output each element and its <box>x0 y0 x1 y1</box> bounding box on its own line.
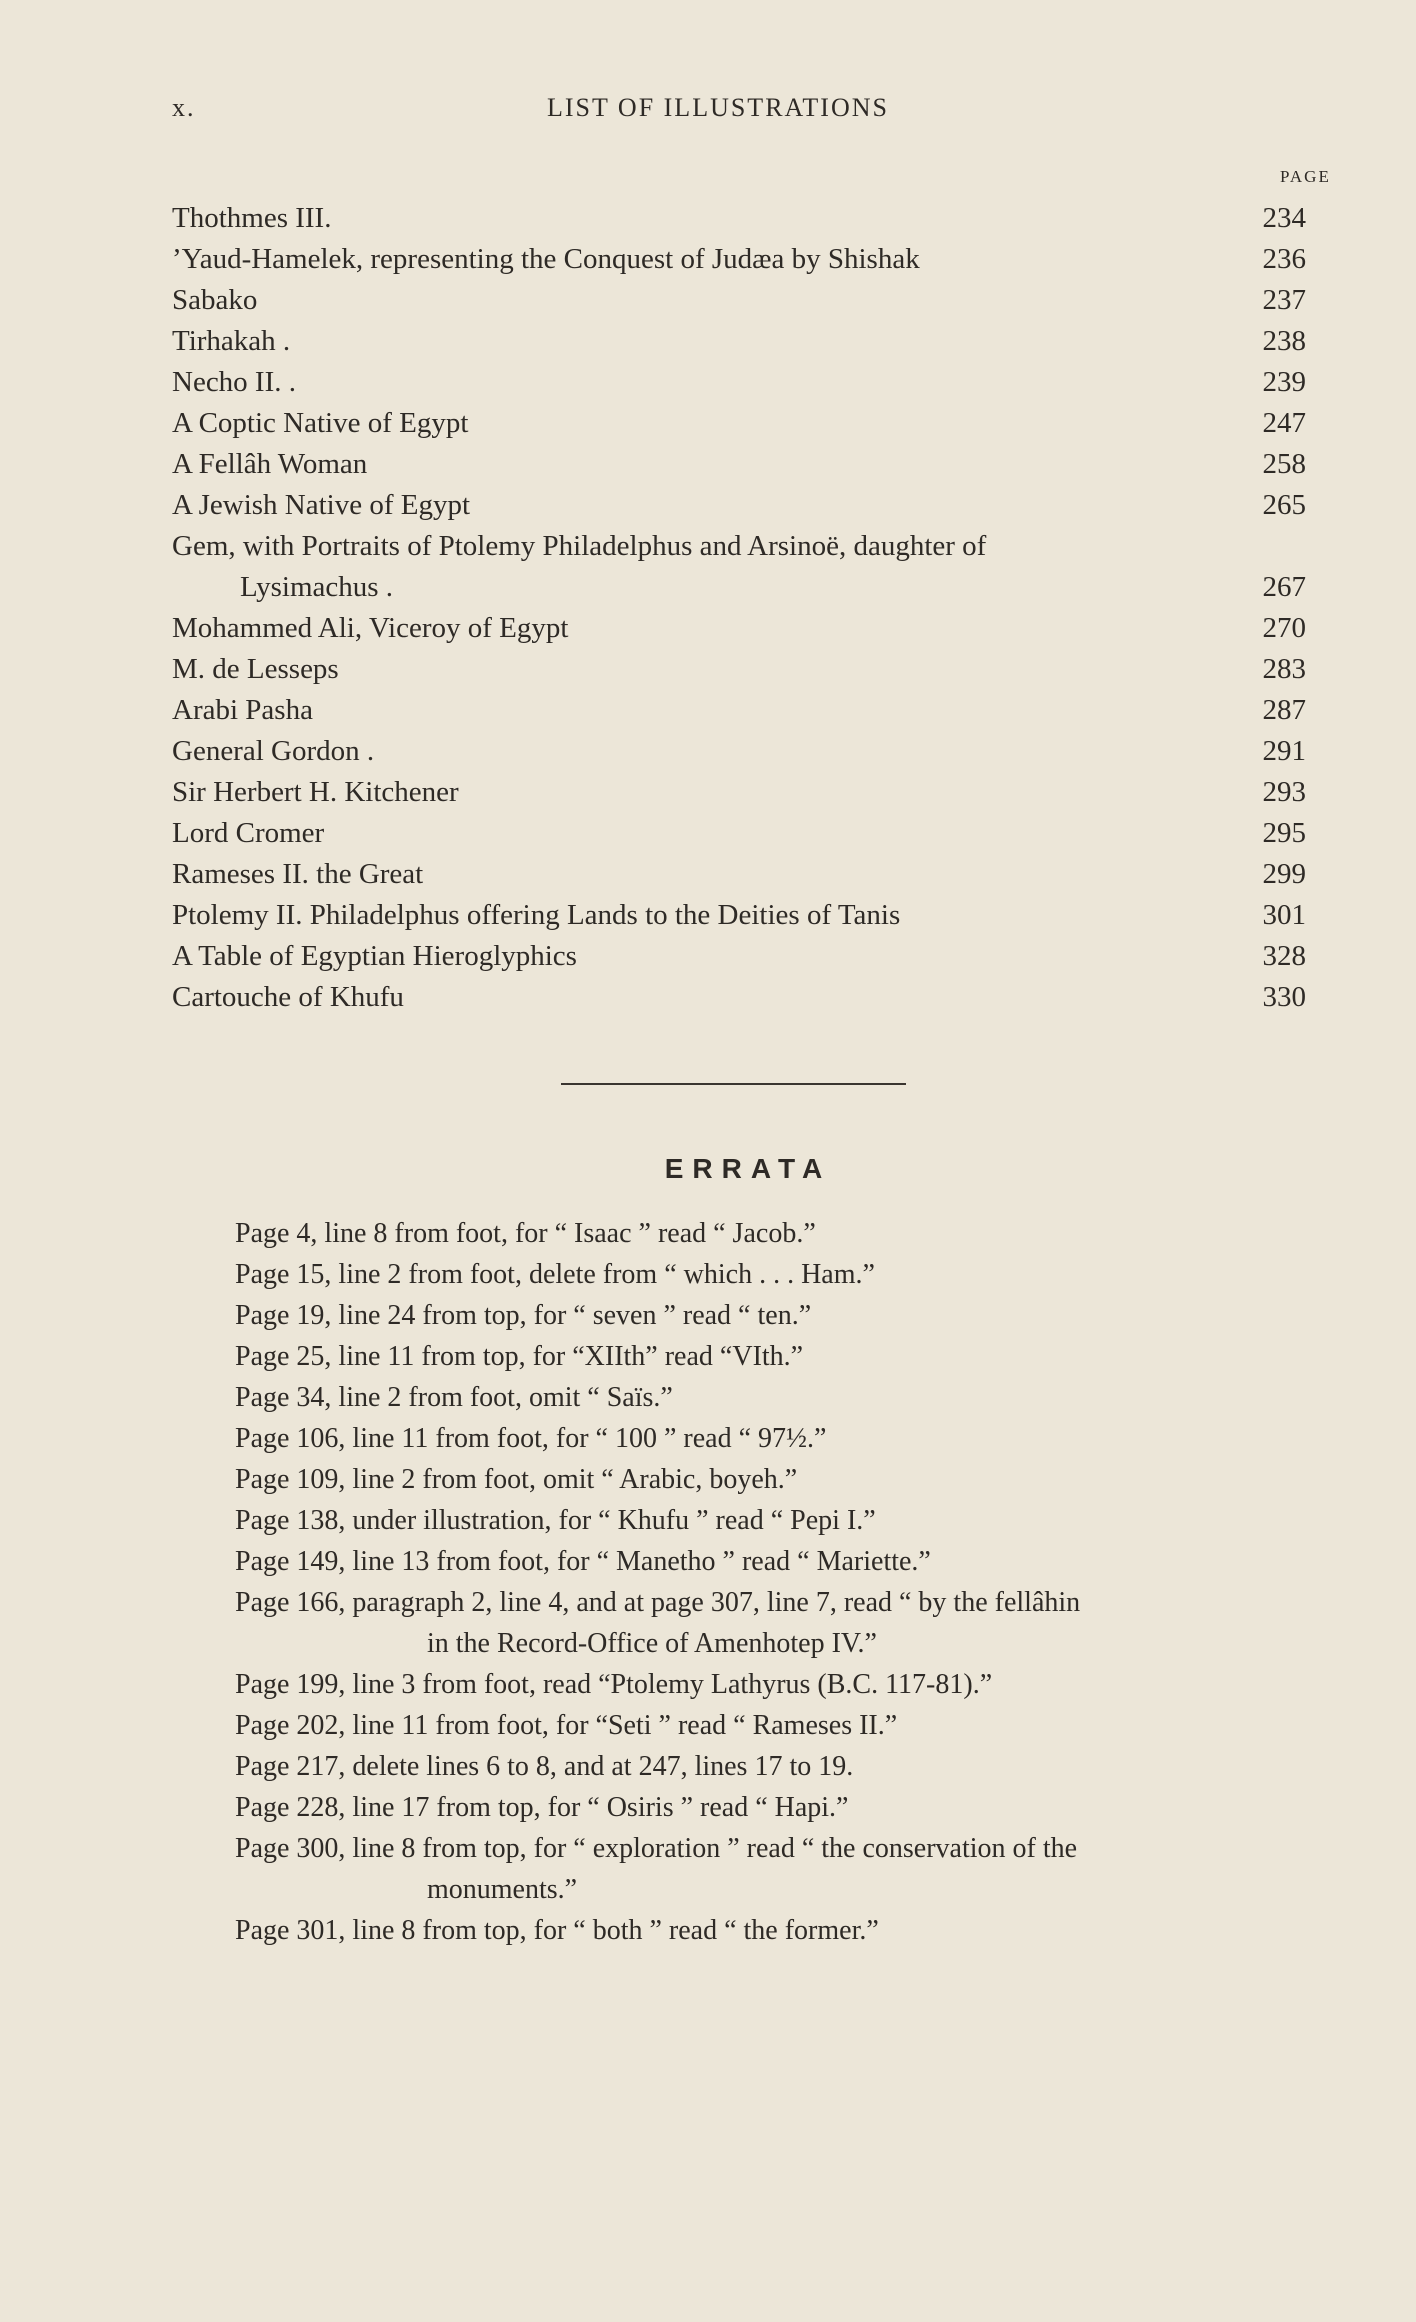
illustration-page: 236 <box>1262 243 1306 275</box>
errata-entry: Page 15, line 2 from foot, delete from “ which . . . Ham.” <box>235 1259 875 1290</box>
page-header <box>172 93 1322 133</box>
illustration-title: Ptolemy II. Philadelphus offering Lands to the Deities of Tanis <box>172 899 901 931</box>
illustration-page: 291 <box>1262 735 1306 767</box>
illustration-title: General Gordon . <box>172 735 375 767</box>
illustration-page: 283 <box>1262 653 1306 685</box>
errata-entry: Page 138, under illustration, for “ Khufu ” read “ Pepi I.” <box>235 1505 876 1536</box>
errata-entry: Page 19, line 24 from top, for “ seven ” read “ ten.” <box>235 1300 812 1331</box>
errata-entry: Page 228, line 17 from top, for “ Osiris ” read “ Hapi.” <box>235 1792 849 1823</box>
illustration-page: 328 <box>1262 940 1306 972</box>
illustration-page: 239 <box>1262 366 1306 398</box>
illustration-title: Necho II. . <box>172 366 297 398</box>
list-item <box>172 321 1322 362</box>
list-item <box>172 280 1322 321</box>
list-item <box>172 239 1322 280</box>
page-folio: x. <box>172 93 196 122</box>
list-item <box>172 608 1322 649</box>
list-item <box>172 772 1322 813</box>
errata-heading: ERRATA <box>664 1153 832 1184</box>
illustration-title: Tirhakah . <box>172 325 291 357</box>
errata-entry: Page 149, line 13 from foot, for “ Manetho ” read “ Mariette.” <box>235 1546 931 1577</box>
errata-entry: Page 202, line 11 from foot, for “Seti ” read “ Rameses II.” <box>235 1710 898 1741</box>
illustration-title: Cartouche of Khufu <box>172 981 404 1013</box>
list-item <box>172 526 1322 567</box>
errata-entry: Page 166, paragraph 2, line 4, and at page 307, line 7, read “ by the fellâhin <box>235 1587 1081 1618</box>
illustration-page: 287 <box>1262 694 1306 726</box>
illustration-title: M. de Lesseps <box>172 653 339 685</box>
errata-entry: Page 4, line 8 from foot, for “ Isaac ” read “ Jacob.” <box>235 1218 816 1249</box>
list-item <box>172 403 1322 444</box>
list-item <box>172 362 1322 403</box>
list-item <box>172 444 1322 485</box>
illustration-page: 237 <box>1262 284 1306 316</box>
illustration-page: 301 <box>1262 899 1306 931</box>
illustration-title: Sir Herbert H. Kitchener <box>172 776 459 808</box>
section-divider <box>561 1083 906 1085</box>
list-item <box>172 895 1322 936</box>
errata-entry: Page 300, line 8 from top, for “ exploration ” read “ the conservation of the <box>235 1833 1078 1864</box>
illustration-title: Rameses II. the Great <box>172 858 424 890</box>
list-item <box>172 813 1322 854</box>
illustration-title: Thothmes III. <box>172 202 332 234</box>
list-item <box>172 198 1322 239</box>
errata-list <box>235 1213 1345 1951</box>
illustration-title: Arabi Pasha <box>172 694 313 726</box>
illustration-title: Gem, with Portraits of Ptolemy Philadelphus and Arsinoë, daughter of <box>172 530 987 562</box>
illustration-page: 295 <box>1262 817 1306 849</box>
page-column-label: PAGE <box>1280 167 1331 186</box>
illustration-title: A Fellâh Woman <box>172 448 368 480</box>
errata-entry: Page 301, line 8 from top, for “ both ” read “ the former.” <box>235 1915 879 1946</box>
illustration-title: Mohammed Ali, Viceroy of Egypt <box>172 612 569 644</box>
errata-entry: Page 217, delete lines 6 to 8, and at 247, lines 17 to 19. <box>235 1751 854 1782</box>
illustration-title: A Coptic Native of Egypt <box>172 407 469 439</box>
illustration-page: 293 <box>1262 776 1306 808</box>
errata-entry: Page 109, line 2 from foot, omit “ Arabic, boyeh.” <box>235 1464 798 1495</box>
illustration-title: Lord Cromer <box>172 817 325 849</box>
illustration-page: 238 <box>1262 325 1306 357</box>
errata-entry-continuation: monuments.” <box>427 1874 578 1905</box>
list-item <box>172 977 1322 1018</box>
illustration-page: 330 <box>1262 981 1306 1013</box>
errata-entry: Page 25, line 11 from top, for “XIIth” read “VIth.” <box>235 1341 804 1372</box>
list-item <box>172 690 1322 731</box>
illustration-title: Sabako <box>172 284 258 316</box>
illustration-page: 270 <box>1262 612 1306 644</box>
illustration-title: A Table of Egyptian Hieroglyphics <box>172 940 577 972</box>
list-item <box>172 936 1322 977</box>
list-item <box>172 485 1322 526</box>
illustration-title: ’Yaud-Hamelek, representing the Conquest of Judæa by Shishak <box>172 243 920 275</box>
illustration-page: 234 <box>1262 202 1306 234</box>
illustration-page: 258 <box>1262 448 1306 480</box>
illustration-page: 299 <box>1262 858 1306 890</box>
list-item <box>172 854 1322 895</box>
illustrations-list <box>172 198 1322 1018</box>
list-item <box>172 649 1322 690</box>
running-title: LIST OF ILLUSTRATIONS <box>547 93 889 122</box>
illustration-title: A Jewish Native of Egypt <box>172 489 471 521</box>
list-item <box>172 567 1322 608</box>
errata-entry: Page 199, line 3 from foot, read “Ptolemy Lathyrus (B.C. 117-81).” <box>235 1669 993 1700</box>
errata-entry: Page 106, line 11 from foot, for “ 100 ” read “ 97½.” <box>235 1423 827 1454</box>
errata-entry: Page 34, line 2 from foot, omit “ Saïs.” <box>235 1382 673 1413</box>
list-item <box>172 731 1322 772</box>
illustration-page: 265 <box>1262 489 1306 521</box>
illustration-page: 247 <box>1262 407 1306 439</box>
illustration-page: 267 <box>1262 571 1306 603</box>
illustration-title: Lysimachus . <box>240 571 394 603</box>
errata-entry-continuation: in the Record-Office of Amenhotep IV.” <box>427 1628 877 1659</box>
